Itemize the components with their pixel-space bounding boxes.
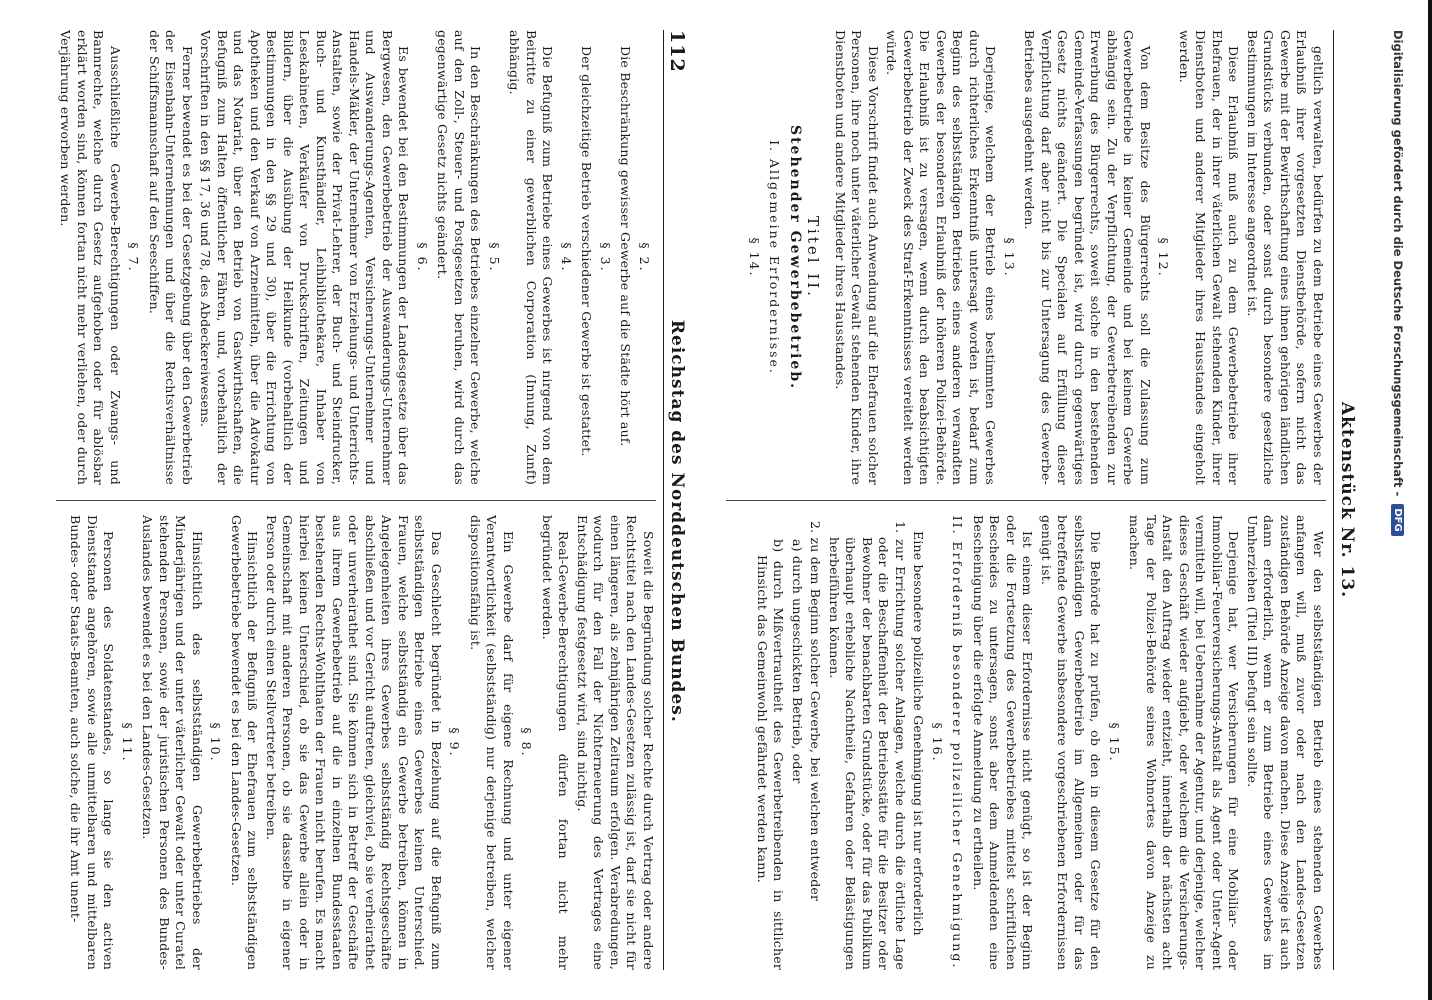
paragraph: Die Behörde hat zu prüfen, ob den in diesem Gesetze für den selbstständigen Gewerbebetrieb im Allgemeinen oder für das betreffende Gewerbe insbesondere vorgeschriebenen Erfordernissen genügt ist. <box>1039 515 1104 970</box>
section-number: § 10. <box>208 722 224 763</box>
paragraph: Es bewendet bei den Bestimmungen der Landesgesetze über das Bergwesen, den Gewerbebetrieb der Auswanderungs-Unternehmer und Auswanderungs-Agenten, Versicherungs-Unternehmer und Handels-Mäkler, der Unternehmer von Erziehungs- und Unterrichts-Anstalten, sowie der Privat-Lehrer, der Buch- und Steindrucker, Buch- und Kunsthändler, Leihbibliothekare, Inhaber von Lesekabineten, Verkäufer von Druckschriften, Zeitungen und Bildern, über die Ausübung der Heilkunde (vorbehaltlich der Bestimmungen in den §§ 29 und 30), über die Errichtung von Apotheken und den Verkauf von Arzneimitteln, über die Advokatur und das Notariat, über den Betrieb von Gastwirthschaften, die Befugniß zum Halten öffentlicher Fähren, und, vorbehaltlich der Vorschriften in den §§ 17, 36 und 78, des Abdeckereiwesens. <box>198 30 412 485</box>
section-number: § 8. <box>519 727 535 758</box>
digitization-credit <box>1391 30 1405 950</box>
paragraph: Diese Erlaubniß muß auch zu dem Gewerbebetriebe ihrer Ehefrauen, der in ihrer väterlichen Gewalt stehenden Kinder, ihrer Dienstboten und anderer Mitglieder ihres Hausstandes eingeholt werden. <box>1177 30 1242 485</box>
paragraph: Der gleichzeitige Betrieb verschiedener Gewerbe ist gestattet. <box>579 46 595 457</box>
section-number: § 13. <box>1002 237 1017 278</box>
list-item: 1. zur Errichtung solcher Anlagen, welche durch die örtliche Lage oder die Beschaffenheit der Betriebsstätte für die Besitzer oder Bewohner der benachbarten Grundstücke, oder für das Publikum überhaupt erhebliche Nachtheile, Gefahren oder Belästigungen herbeiführen können. <box>827 521 908 970</box>
section-number: § 11. <box>120 722 135 763</box>
sub-list-item: b) durch Mißvertrautheit des Gewerbetreibenden in sittlicher Hinsicht das Gemeinwohl gefährdet werden kann. <box>755 539 787 970</box>
paragraph: Ferner bewendet es bei der Gesetzgebung über den Gewerbetrieb der Eisenbahn-Unternehmungen und über die Rechtsverhältnisse der Schiffsmannschaft auf den Seeschiffen. <box>147 30 195 485</box>
paragraph: Derjenige, welchem der Betrieb eines bestimmten Gewerbes durch richterliches Erkenntniß untersagt worden ist, bedarf zum Beginn des selbstständigen Betriebes eines anderen verwandten Gewerbes der besonderen Erlaubniß der höheren Polizei-Behörde. Die Erlaubniß ist zu versagen, wenn durch den beabsichtigten Gewerbebetrieb der Zweck des Straf-Erkenntnisses vereitelt werden würde. <box>884 30 999 485</box>
section-number: § 7. <box>126 242 142 273</box>
sub-list-item: a) durch ungeschickten Betrieb, oder <box>790 539 805 784</box>
paragraph: Soweit die Begründung solcher Rechte durch Vertrag oder andere Rechtstitel nach den Landes-Gesetzen zulässig ist, darf sie nicht für einen längeren, als zehnjährigen Zeitraum erfolgen. Verabredungen, wodurch für den Fall der Nichterneuerung des Vertrages eine Entschädigung festgesetzt wird, sind nichtig. <box>575 515 656 970</box>
paragraph: Die Beschränkung gewisser Gewerbe auf die Städte hört auf. <box>618 46 634 447</box>
section-heading: II. Erforderniß besonderer polizeilicher Genehmigung. <box>950 515 966 970</box>
running-title: Reichstag des Norddeutschen Bundes. <box>667 319 688 723</box>
paragraph: Hinsichtlich des selbstständigen Gewerbebetriebes der Minderjährigen und der unter väterlicher Gewalt oder unter Curatel stehenden Personen, sowie der juristischen Personen des Bundes-Auslandes bewendet es bei den Landes-Gesetzen. <box>140 515 205 970</box>
section-number: § 4. <box>559 242 574 273</box>
paragraph: geltlich verwalten, bedürfen zu dem Betriebe eines Gewerbes der Erlaubniß ihrer vorgesetzten Dienstbehörde, sofern nicht das Gewerbe mit der Bewirthschaftung eines ihnen gehörigen ländlichen Grundstücks verbunden, oder sonst durch besondere gesetzliche Bestimmungen im Interesse angeordnet ist. <box>1245 30 1326 485</box>
section-number: § 2. <box>637 242 652 273</box>
paragraph: Real-Gewerbe-Berechtigungen dürfen fortan nicht mehr begründet werden. <box>540 515 572 970</box>
dfg-logo: DFG <box>1392 504 1405 535</box>
right-page <box>720 30 1360 970</box>
left-page-column <box>56 30 656 970</box>
paragraph: Ein Gewerbe darf für eigene Rechnung und unter eigener Verantwortlichkeit (selbstständig) nur derjenige betreiben, welcher dispositionsfähig ist. <box>468 515 516 970</box>
section-number: § 16. <box>930 722 945 763</box>
paragraph: Ist einem dieser Erfordernisse nicht genügt, so ist der Beginn oder die Fortsetzung des Gewerbebetriebes mittelst schriftlichen Bescheides zu untersagen, sonst aber dem Anmeldenden eine Bescheinigung über die erfolgte Anmeldung zu ertheilen. <box>971 515 1036 970</box>
section-number: § 3. <box>598 242 613 273</box>
paragraph: Diese Vorschrift findet auch Anwendung auf die Ehefrauen solcher Personen, ihre noch unter väterlicher Gewalt stehenden Kinder, ihre Dienstboten und andere Mitglieder ihres Hausstandes. <box>833 30 881 485</box>
title-heading: Titel II. <box>804 216 823 299</box>
paragraph: Hinsichtlich der Befugniß der Ehefrauen zum selbstständigen Gewerbebetriebe bewendet es bei den Landes-Gesetzen. <box>229 515 261 970</box>
credit-text: Digitalisierung gefördert durch die Deutsche Forschungsgemeinschaft - <box>1391 30 1405 497</box>
page-number: 112 <box>666 30 689 73</box>
running-title: Aktenstück Nr. 13. <box>1337 401 1358 599</box>
paragraph: Personen des Soldatenstandes, so lange sie den activen Dienststande angehören, sowie alle unmittelbaren und mittelbaren Bundes- oder Staats-Beamten, auch solche, die ihr Amt unent- <box>68 515 117 970</box>
list-item: 2. zu dem Beginn solcher Gewerbe, bei welchen entweder <box>808 521 824 902</box>
section-number: § 9. <box>447 727 463 758</box>
paragraph: Das Geschlecht begründet in Beziehung auf die Befugniß zum selbstständigen Betriebe eines Gewerbes keinen Unterschied. Frauen, welche selbstständig ein Gewerbe betreiben, können in Angelegenheiten ihres Gewerbes selbstständig Rechtsgeschäfte abschließen und vor Gericht auftreten, gleichviel, ob sie verheirathet oder unverheirathet sind. Sie können sich in Betreff der Geschäfte aus ihrem Gewerbebetrieb auf die in einzelnen Bundesstaaten bestehenden Rechts-Wohlthaten der Frauen nicht berufen. Es macht hierbei keinen Unterschied, ob sie das Gewerbe allein oder in Gemeinschaft mit anderen Personen, ob sie dasselbe in eigener Person oder durch einen Stellvertreter betreiben. <box>264 515 444 970</box>
section-number: § 12. <box>1156 237 1172 278</box>
subtitle-heading: Stehender Gewerbebetrieb. <box>787 124 803 391</box>
paragraph: Wer den selbstständigen Betrieb eines stehenden Gewerbes anfangen will, muß zuvor oder nach den Landes-Gesetzen zuständigen Behörde Anzeige davon machen. Diese Anzeige ist auch dann erforderlich, wenn er zum Betriebe eines Gewerbes im Umherziehen (Titel III) befugt sein sollte. <box>1245 515 1326 970</box>
paragraph: Eine besondere polizeiliche Genehmigung ist nur erforderlich <box>911 531 927 936</box>
section-number: § 15. <box>1107 722 1122 763</box>
paragraph: Von dem Besitze des Bürgerrechts soll die Zulassung zum Gewerbebetriebe in keiner Gemeinde und bei keinem Gewerbe abhängig sein. Zu der Verpflichtung, der Gewerbetreibenden zur Erwerbung des Bürgerrechts, soweit solche in den bestehenden Gemeinde-Verfassungen begründet ist, wird durch gegenwärtiges Gesetz nichts geändert. Die Specialen auf Erfüllung dieser Verpflichtung darf aber nicht bis zur Untersagung des Gewerbe-Betriebes ausgedehnt werden. <box>1022 30 1153 485</box>
right-page-column <box>726 30 1326 970</box>
section-number: § 6. <box>415 242 430 273</box>
paragraph: In den Beschränkungen des Betriebes einzelner Gewerbe, welche auf den Zoll-, Steuer- und Postgesetzen beruhen, wird durch das gegenwärtige Gesetz nichts geändert. <box>435 30 484 485</box>
left-running-head <box>663 30 690 970</box>
scan-edge <box>1428 0 1432 1000</box>
section-number: § 5. <box>487 242 502 273</box>
paragraph: Derjenige hat, wer Versicherungen für eine Mobiliar- oder Immobiliar-Feuerversicherungs-Anstalt als Agent oder Unter-Agent vermitteln will, bei Uebernahme der Agentur, und derjenige, welcher dieses Geschäft wieder aufgiebt, oder welchem die Versicherungs-Anstalt den Auftrag wieder entzieht, innerhalb der nächsten acht Tage der Polizei-Behörde seines Wohnortes davon Anzeige zu machen. <box>1127 515 1242 970</box>
paragraph: Die Befugniß zum Betriebe eines Gewerbes ist nirgend von dem Beitritte zu einer gewerblichen Corporation (Innung, Zunft) abhängig. <box>507 30 556 485</box>
left-page <box>50 30 690 970</box>
right-running-head <box>1333 30 1360 970</box>
paragraph: Ausschließliche Gewerbe-Berechtigungen oder Zwangs- und Bannrechte, welche durch Gesetz aufgehoben oder für ablösbar erklärt worden sind, können fortan nicht mehr verliehen, oder durch Verjährung erworben werden. <box>58 30 123 485</box>
section-heading: I. Allgemeine Erfordernisse. <box>767 140 783 375</box>
section-number: § 14. <box>747 237 762 278</box>
